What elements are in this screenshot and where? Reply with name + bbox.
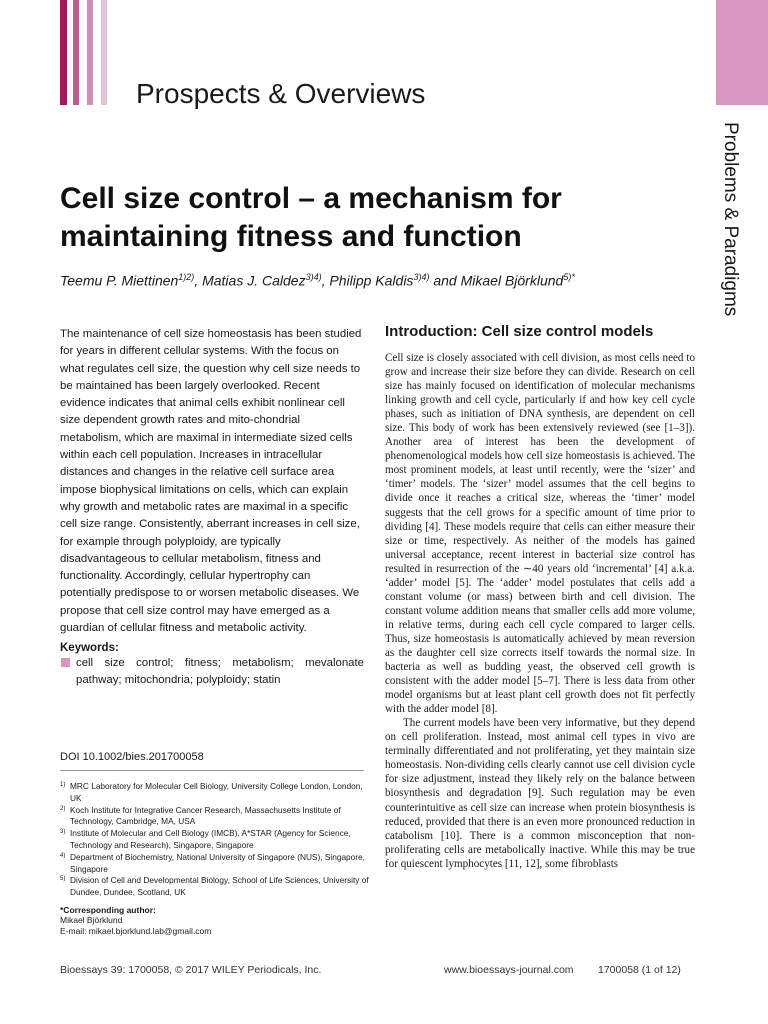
affiliation-number: 2) [60, 805, 66, 812]
keywords-bullet-icon [61, 658, 70, 667]
author-affiliation: 3)4) [413, 272, 430, 282]
affiliation-text: Institute of Molecular and Cell Biology (IMCB), A*STAR (Agency for Science, Technology and Research), Singapore, Singapore [70, 828, 351, 850]
affiliation-text: Koch Institute for Integrative Cancer Research, Massachusetts Institute of Technology, Cambridge, MA, USA [70, 804, 341, 827]
intro-heading: Introduction: Cell size control models [385, 323, 654, 340]
affiliation-text: MRC Laboratory for Molecular Cell Biology, University College London, London, UK [70, 781, 363, 803]
article-title: Cell size control – a mechanism for maintaining fitness and function [60, 182, 562, 253]
accent-bar-3 [87, 0, 93, 105]
divider [60, 770, 364, 771]
footer-page-number: 1700058 (1 of 12) [598, 964, 681, 976]
intro-body [385, 351, 695, 936]
affiliation-text: Division of Cell and Developmental Biology, School of Life Sciences, University of Dundee, Dundee, Scotland, UK [70, 875, 369, 898]
affiliation-number: 1) [60, 782, 66, 788]
affiliation-number: 5) [60, 876, 66, 883]
keywords-heading: Keywords: [60, 642, 119, 654]
doi[interactable]: DOI 10.1002/bies.201700058 [60, 751, 204, 763]
intro-paragraph: Cell size is closely associated with cell division, as most cells need to grow and increase their size before they can divide. Research on cell size has mainly focused on identification of molecular mechanisms linking growth and cell cycle, particularly if and how key cell cycle phases, such as initiation of DNA synthesis, are dependent on cell size. This body of work has been extensively reviewed (see [1–3]). Another area of interest has been the development of phenomenological models how cell size homeostasis is achieved. The most prominent models, at least until recently, were the ‘sizer’ and ‘timer’ models. The ‘sizer’ model assumes that the cell begins to divide once it reaches a critical size, whereas the ‘timer’ model suggests that the cell grows for a specific amount of time prior to dividing [4]. These models require that cells can either measure their size or time, respectively. As neither of the models has gained universal acceptance, recent interest in bacterial size control has resulted in resurrection of the ∼40 years old ‘incremental’ [4] a.k.a. ‘adder’ model [5]. The ‘adder’ model postulates that cells add a constant volume (or mass) between birth and cell division. The constant volume addition means that smaller cells add more volume, in relative terms, during each cell cycle compared to larger cells. Thus, size homeostasis is automatically achieved by mean reversion as the daughter cell size corrects itself towards the normal size. In bacteria as well as budding yeast, the observed cell growth is consistent with the adder model [5–7]. There is less data from other model organisms but at least plant cell growth does not fit perfectly with the adder model [8]. [385, 352, 695, 716]
author-affiliation: 5)* [563, 272, 575, 282]
accent-bar-4 [101, 0, 107, 105]
affiliation-item [60, 805, 370, 829]
footer-journal-link[interactable]: www.bioessays-journal.com [444, 964, 574, 976]
accent-bar-2 [73, 0, 79, 105]
keywords-text: cell size control; fitness; metabolism; mevalonate pathway; mitochondria; polyploidy; statin [76, 657, 364, 686]
author-name[interactable]: Mikael Björklund [460, 272, 564, 289]
corresponding-author-email[interactable]: E-mail: mikael.bjorklund.lab@gmail.com [60, 926, 212, 936]
affiliation-text: Department of Biochemistry, National University of Singapore (NUS), Singapore, Singapore [70, 851, 365, 874]
affiliation-list [60, 781, 370, 899]
author-name[interactable]: Matias J. Caldez [202, 272, 306, 289]
affiliation-item [60, 828, 370, 852]
section-title: Prospects & Overviews [136, 78, 426, 109]
author-separator: , [194, 272, 203, 289]
affiliation-item [60, 852, 370, 876]
affiliation-number: 3) [60, 829, 66, 836]
affiliation-item [60, 781, 370, 805]
accent-bar-1 [60, 0, 67, 105]
intro-paragraph: The current models have been very informative, but they depend on cell proliferation. Instead, most animal cell types in vivo are terminally differentiated and not proliferating, yet they maintain size homeostasis. Non-dividing cells clearly cannot use cell division cycle for size adjustment, instead they likely rely on the balance between biosynthesis and degradation [9]. Such regulation may be even counterintuitive as cell size can increase when protein biosynthesis is reduced, provided that there is an even more pronounced reduction in catabolism [10]. There is a common misconception that non-proliferating cells are metabolically inactive. While this may be true for quiescent lymphocytes [11, 12], some fibroblasts [385, 717, 695, 870]
affiliation-number: 4) [60, 852, 66, 859]
author-list [60, 272, 710, 289]
abstract: The maintenance of cell size homeostasis has been studied for years in different cellular systems. With the focus on what regulates cell size, the question why cell size needs to be maintained has been largely overlooked. Recent evidence indicates that animal cells exhibit nonlinear cell size dependent growth rates and mito-chondrial metabolism, which are maximal in intermediate sized cells within each cell population. Increases in intracellular distances and changes in the relative cell surface area impose biophysical limitations on cells, which can explain why growth and metabolic rates are maximal in a specific cell size range. Consistently, aberrant increases in cell size, for example through polyploidy, are typically disadvantageous to cellular metabolism, fitness and functionality. Accordingly, cellular hypertrophy can potentially predispose to or worsen metabolic diseases. We propose that cell size control may have emerged as a guardian of cellular fitness and metabolic activity. [60, 328, 362, 635]
affiliation-item [60, 875, 370, 899]
author-affiliation: 1)2) [178, 272, 195, 282]
author-name[interactable]: Philipp Kaldis [329, 272, 414, 289]
author-separator: , [321, 272, 330, 289]
side-section-label: Problems & Paradigms [720, 122, 741, 317]
author-affiliation: 3)4) [305, 272, 322, 282]
corresponding-author-name: Mikael Björklund [60, 915, 123, 925]
author-separator: and [429, 272, 461, 289]
footer-citation: Bioessays 39: 1700058, © 2017 WILEY Periodicals, Inc. [60, 964, 322, 976]
corresponding-author-heading: *Corresponding author: [60, 905, 156, 915]
author-name[interactable]: Teemu P. Miettinen [60, 272, 179, 289]
corner-accent-box [716, 0, 768, 105]
